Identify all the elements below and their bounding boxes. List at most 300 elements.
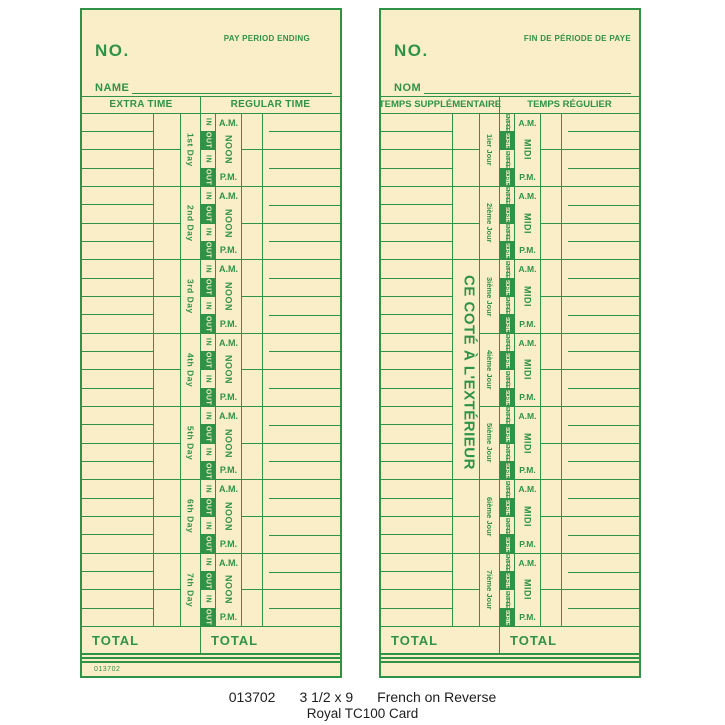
am-label: A.M. [518,117,537,128]
regular-time-write-area [263,187,340,260]
small-cell [541,554,561,590]
small-cell [453,149,479,186]
small-cell [154,480,180,516]
punch-in-cell [500,589,514,607]
write-cell [381,241,452,259]
small-cell [242,223,262,260]
punch-out-label: OUT [204,535,212,553]
punch-in-label: IN [204,228,212,237]
day-block [82,407,340,480]
write-cell [263,351,340,369]
small-cell [242,296,262,333]
pm-label: P.M. [219,391,238,402]
am-label: A.M. [518,264,537,275]
time-card-english [80,8,342,678]
small-cell [453,554,479,590]
card-header [381,10,639,96]
extra-time-small-column [154,554,181,627]
write-cell [263,369,340,388]
punch-out-label: SORTIE [504,279,510,295]
punch-in-label: IN [204,191,212,200]
punch-out-label: OUT [204,609,212,626]
regular-time-small-column [541,260,562,333]
write-cell [82,131,153,149]
punch-out-label: SORTIE [504,243,510,258]
small-cell [154,260,180,296]
write-cell [263,443,340,462]
regular-time-header: TEMPS RÉGULIER [527,99,612,111]
punch-in-label: IN [204,558,212,567]
write-cell [381,498,452,516]
write-cell [263,260,340,278]
punch-in-label: ENTRÉE [504,260,510,278]
write-cell [381,204,452,222]
punch-in-cell [201,334,215,351]
write-cell [381,351,452,369]
day-label-cell [181,334,201,407]
write-cell [381,480,452,497]
extra-time-small-column [453,187,480,260]
punch-out-label: SORTIE [504,426,510,442]
punch-in-cell [201,480,215,497]
punch-out-label: SORTIE [504,390,510,405]
write-cell [381,131,452,149]
caption-line1 [0,689,725,705]
punch-out-cell [500,608,514,626]
regular-time-small-column [541,554,562,627]
pm-label: P.M. [219,465,238,476]
total-row [82,627,340,655]
write-cell [381,314,452,332]
noon-cell [216,352,241,388]
caption-note: French on Reverse [377,689,497,705]
period-column [216,334,242,407]
punch-out-label: OUT [204,169,212,186]
day-block [381,554,639,627]
write-cell [263,114,340,132]
punch-out-label: OUT [204,462,212,479]
extra-time-small-column [453,554,480,627]
write-cell [562,589,639,608]
noon-label: NOON [223,135,234,165]
noon-cell [515,498,540,534]
day-label-cell [181,260,201,333]
period-column [515,480,541,553]
write-cell [263,168,340,186]
write-cell [82,388,153,406]
extra-time-write-area [82,554,154,627]
small-cell [242,554,262,590]
punch-in-cell [500,443,514,461]
punch-column [201,554,216,627]
punch-out-cell [500,204,514,222]
am-label: A.M. [219,337,238,348]
period-column [216,114,242,187]
extra-time-write-area [82,407,154,480]
noon-cell [515,572,540,608]
noon-label: MIDI [522,139,533,161]
day-label-cell [480,260,500,333]
small-cell [154,187,180,223]
write-cell [381,388,452,406]
punch-out-label: SORTIE [504,316,510,332]
punch-in-label: ENTRÉE [504,370,510,388]
regular-time-small-column [541,114,562,187]
period-column [515,554,541,627]
regular-time-small-column [242,260,263,333]
punch-column [201,334,216,407]
day-label-cell [480,334,500,407]
side-note-text: CE COTÉ À L'EXTÉRIEUR [460,274,478,470]
write-cell [381,608,452,626]
am-label: A.M. [219,410,238,421]
am-label: A.M. [518,484,537,495]
regular-time-write-area [263,114,340,187]
day-label-cell [480,114,500,187]
punch-in-label: IN [204,374,212,383]
write-cell [263,461,340,479]
punch-out-label: OUT [204,205,212,223]
pm-label: P.M. [519,538,536,549]
punch-in-cell [500,334,514,351]
write-cell [562,187,639,205]
day-block [82,334,340,407]
punch-out-cell [500,461,514,479]
punch-out-cell [500,571,514,589]
write-cell [263,149,340,168]
punch-in-label: ENTRÉE [504,480,510,498]
punch-column [201,114,216,187]
write-cell [381,223,452,241]
write-cell [562,516,639,535]
day-block [381,260,639,333]
punch-out-label: SORTIE [504,610,510,625]
write-cell [381,334,452,351]
am-label: A.M. [518,410,537,421]
day-block [82,114,340,187]
punch-in-cell [201,443,215,461]
write-cell [263,516,340,535]
day-label: 4ième Jour [485,349,494,390]
day-label: 4th Day [185,352,196,387]
punch-out-cell [201,314,215,332]
punch-in-label: ENTRÉE [504,150,510,168]
punch-column [201,187,216,260]
noon-cell [515,352,540,388]
day-label: 1ier Jour [485,133,494,166]
punch-column [500,480,515,553]
write-cell [263,205,340,223]
write-cell [562,241,639,259]
punch-column [201,260,216,333]
write-cell [562,608,639,626]
period-column [515,187,541,260]
employee-number-label: NO. [95,41,130,60]
name-write-line [424,85,631,94]
punch-in-label: ENTRÉE [504,407,510,424]
small-cell [453,480,479,516]
write-cell [263,498,340,516]
write-cell [82,260,153,277]
pm-label: P.M. [519,245,536,256]
punch-in-label: IN [204,411,212,420]
punch-column [500,407,515,480]
day-block [381,114,639,187]
punch-out-cell [201,241,215,259]
extra-time-write-area [381,407,453,480]
write-cell [562,572,639,590]
regular-time-small-column [541,187,562,260]
section-header-row [82,97,340,114]
punch-out-label: SORTIE [504,536,510,552]
day-block [82,554,340,627]
extra-time-write-area [381,260,453,333]
punch-out-label: SORTIE [504,500,510,515]
punch-out-cell [500,498,514,516]
write-cell [562,278,639,296]
punch-out-label: SORTIE [504,353,510,368]
regular-time-write-area [562,554,639,627]
write-cell [263,407,340,425]
noon-label: MIDI [522,359,533,381]
write-cell [562,425,639,443]
day-label: 7ième Jour [485,570,494,610]
day-block [381,407,639,480]
punch-in-label: ENTRÉE [504,297,510,314]
day-block [381,187,639,260]
small-cell [541,589,561,626]
stock-code: 013702 [94,666,121,673]
write-cell [562,260,639,278]
punch-column [500,260,515,333]
punch-in-label: ENTRÉE [504,114,510,131]
punch-out-label: OUT [204,389,212,406]
punch-out-label: OUT [204,315,212,333]
punch-out-cell [201,534,215,552]
punch-column [500,554,515,627]
punch-out-cell [201,461,215,479]
small-cell [242,149,262,186]
noon-cell [216,572,241,608]
write-cell [381,516,452,534]
write-cell [381,260,452,277]
name-write-line [132,85,332,94]
small-cell [154,407,180,443]
write-cell [381,443,452,461]
noon-cell [216,205,241,241]
pm-label: P.M. [219,318,238,329]
small-cell [541,296,561,333]
small-cell [154,114,180,150]
time-grid [82,96,340,676]
small-cell [154,369,180,406]
name-row [95,82,332,94]
day-label: 7th Day [185,572,196,607]
punch-in-label: IN [204,264,212,273]
period-column [216,187,242,260]
write-cell [381,589,452,607]
write-cell [263,480,340,498]
write-cell [263,388,340,406]
write-cell [82,534,153,552]
write-cell [562,369,639,388]
regular-time-write-area [263,334,340,407]
punch-out-label: OUT [204,499,212,516]
write-cell [263,334,340,352]
day-label-cell [480,187,500,260]
punch-in-cell [201,369,215,387]
noon-cell [216,278,241,314]
regular-time-small-column [242,187,263,260]
side-note [456,262,482,482]
punch-out-label: SORTIE [504,463,510,478]
regular-time-small-column [242,480,263,553]
day-rows [82,114,340,628]
punch-out-cell [201,388,215,406]
regular-time-small-column [541,334,562,407]
punch-out-cell [201,571,215,589]
small-cell [541,369,561,406]
write-cell [381,407,452,424]
write-cell [562,334,639,352]
day-label-cell [181,480,201,553]
small-cell [154,554,180,590]
write-cell [381,114,452,131]
noon-label: NOON [223,501,234,531]
write-cell [562,351,639,369]
small-cell [541,114,561,150]
am-label: A.M. [219,117,238,128]
pm-label: P.M. [519,611,536,622]
write-cell [562,407,639,425]
write-cell [263,608,340,626]
am-label: A.M. [518,557,537,568]
name-label: NAME [95,82,130,94]
write-cell [263,131,340,149]
punch-out-cell [201,204,215,222]
small-cell [541,407,561,443]
day-label: 6th Day [185,499,196,534]
write-cell [82,204,153,222]
write-cell [381,424,452,442]
small-cell [541,187,561,223]
punch-in-label: IN [204,521,212,530]
punch-in-label: IN [204,484,212,493]
small-cell [242,114,262,150]
regular-time-small-column [242,114,263,187]
write-cell [82,589,153,607]
time-card-french [379,8,641,678]
small-cell [541,516,561,553]
noon-cell [515,132,540,168]
write-cell [82,554,153,571]
total-row [381,627,639,655]
day-block [82,187,340,260]
regular-time-write-area [562,187,639,260]
write-cell [562,168,639,186]
small-cell [541,149,561,186]
period-column [216,554,242,627]
employee-number-label: NO. [394,41,429,60]
punch-out-cell [201,424,215,442]
write-cell [381,571,452,589]
small-cell [541,480,561,516]
small-cell [453,187,479,223]
write-cell [562,149,639,168]
punch-in-cell [201,114,215,131]
write-cell [82,314,153,332]
day-block [82,480,340,553]
punch-column [500,114,515,187]
extra-time-write-area [82,334,154,407]
punch-out-cell [500,534,514,552]
write-cell [562,388,639,406]
write-cell [82,461,153,479]
write-cell [82,296,153,314]
pm-label: P.M. [219,245,238,256]
stock-code [381,663,639,676]
punch-out-label: SORTIE [504,206,510,222]
day-label: 2nd Day [185,204,196,242]
caption-product-name: Royal TC100 Card [306,706,419,721]
pm-label: P.M. [219,538,238,549]
write-cell [82,241,153,259]
punch-out-label: OUT [204,279,212,296]
write-cell [562,461,639,479]
regular-time-small-column [242,407,263,480]
small-cell [541,334,561,370]
write-cell [562,223,639,242]
write-cell [82,278,153,296]
write-cell [263,223,340,242]
regular-time-small-column [242,334,263,407]
write-cell [381,461,452,479]
write-cell [381,149,452,167]
period-column [216,480,242,553]
write-cell [381,168,452,186]
punch-in-cell [500,516,514,534]
day-block [381,334,639,407]
noon-cell [515,425,540,461]
am-label: A.M. [219,190,238,201]
regular-time-write-area [562,407,639,480]
write-cell [82,424,153,442]
write-cell [82,149,153,167]
punch-in-label: ENTRÉE [504,590,510,608]
punch-out-cell [201,608,215,626]
punch-out-cell [500,424,514,442]
write-cell [562,535,639,553]
punch-out-cell [500,314,514,332]
pm-label: P.M. [219,171,238,182]
write-cell [82,187,153,204]
punch-out-cell [201,168,215,186]
am-label: A.M. [518,190,537,201]
punch-out-cell [500,131,514,149]
write-cell [82,443,153,461]
noon-label: MIDI [522,212,533,234]
period-column [515,407,541,480]
name-label: NOM [394,82,422,94]
regular-time-write-area [263,260,340,333]
write-cell [381,296,452,314]
pm-label: P.M. [219,611,238,622]
small-cell [541,443,561,480]
small-cell [541,260,561,296]
write-cell [562,315,639,333]
punch-in-cell [201,223,215,241]
am-label: A.M. [219,264,238,275]
